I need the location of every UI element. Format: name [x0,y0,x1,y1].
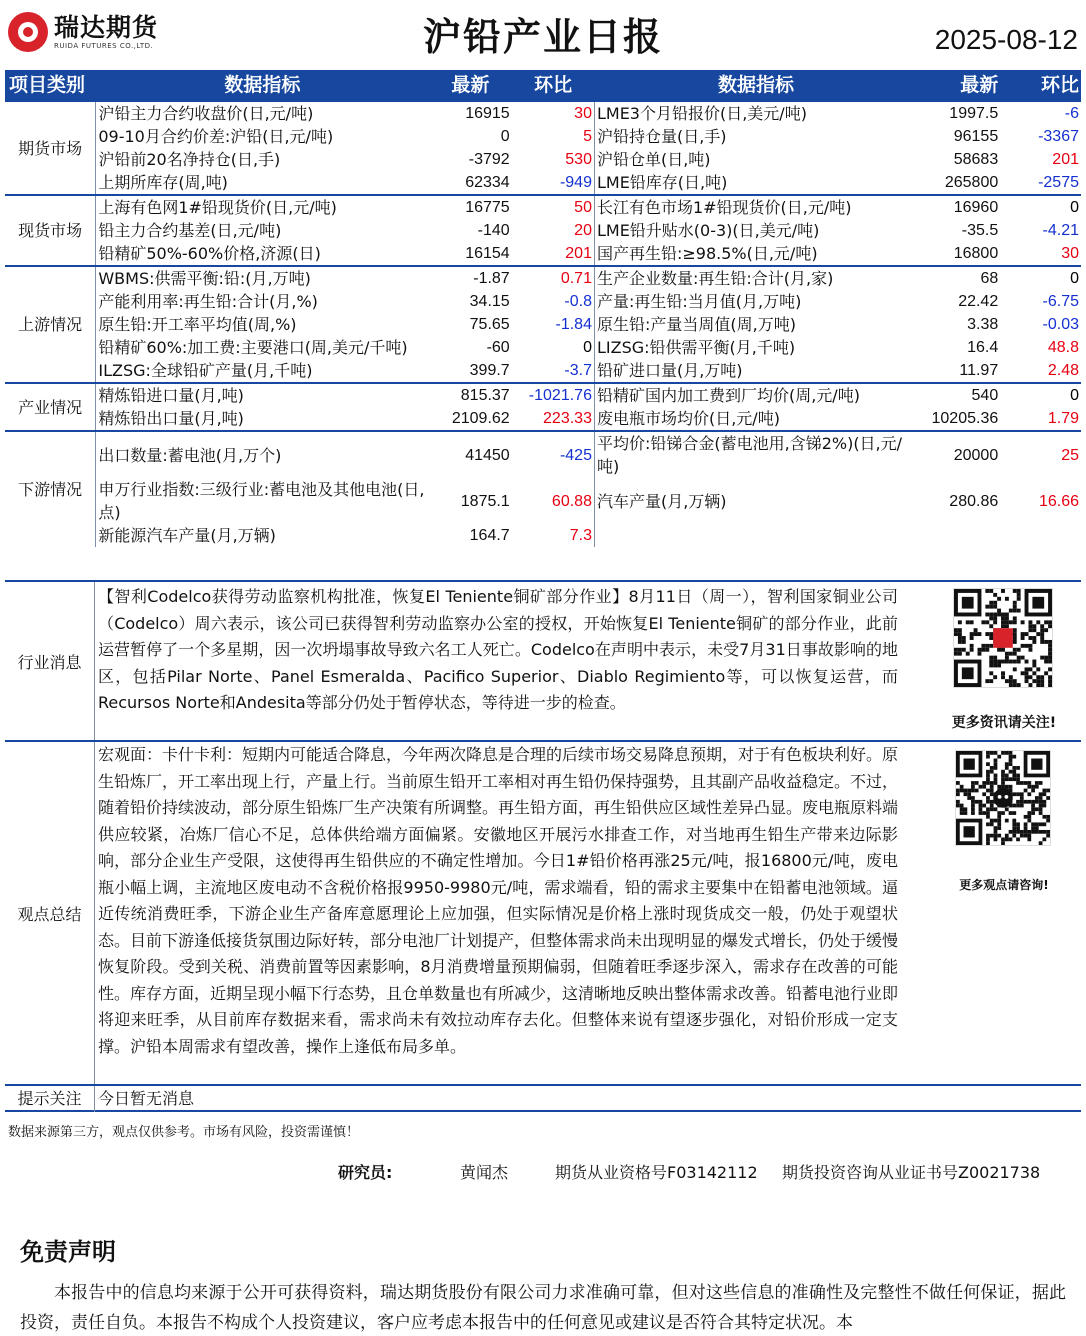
page-title: 沪铅产业日报 [422,15,663,59]
table-row [5,266,1081,290]
col-header-indicator: 数据指标 [96,70,429,101]
category-cell: 产业情况 [5,383,96,431]
table-row [5,431,1081,478]
latest-value: -1.87 [429,266,512,290]
col-header-change-right: 环比 [1000,70,1081,101]
latest-value-right: 265800 [944,174,999,191]
table-row [5,290,1081,313]
latest-value-right [917,524,1000,547]
latest-value-right: 68 [917,266,1000,290]
change-value: 7.3 [512,524,595,547]
change-value-right: 0 [1000,266,1081,290]
table-row [5,313,1081,336]
category-cell: 上游情况 [5,266,96,383]
col-header-latest-right: 最新 [917,70,1000,101]
latest-value-right: 58683 [953,151,999,168]
disclaimer-title: 免责声明 [20,1238,116,1266]
indicator-name-right: 国产再生铅:≥98.5%(日,元/吨) [596,244,818,263]
change-value-right [1000,524,1081,547]
table-row [5,219,1081,242]
change-value-right: -3367 [1038,128,1079,145]
category-cell: 现货市场 [5,195,96,266]
change-value: -425 [512,431,595,478]
indicator-name: 铅精矿50%-60%价格,济源(日) [98,244,321,263]
change-value: -1.84 [512,313,595,336]
qr-code-icon [953,588,1053,688]
report-header [0,0,1086,68]
change-value-right: -6 [1000,101,1081,125]
indicator-name: 沪铅前20名净持仓(日,手) [98,150,281,169]
indicator-name-right [594,524,917,547]
indicator-name-right: 产量:再生铅:当月值(月,万吨) [596,292,802,311]
change-value: 50 [512,195,595,219]
col-header-change: 环比 [512,70,595,101]
tips-section [5,1086,1081,1112]
latest-value: -3792 [468,151,510,168]
col-header-indicator-right: 数据指标 [594,70,917,101]
table-header-row [5,70,1081,101]
latest-value: 815.37 [429,383,512,407]
table-row [5,336,1081,359]
change-value: -0.8 [512,290,595,313]
latest-value-right: -35.5 [961,222,999,239]
change-value: 0.71 [512,266,595,290]
table-row [5,125,1081,148]
table-row [5,242,1081,266]
change-value-right: -0.03 [1042,316,1079,333]
indicator-name: 09-10月合约价差:沪铅(日,元/吨) [98,127,334,146]
change-value-right: 0 [1000,195,1081,219]
table-row [5,524,1081,547]
latest-value: 62334 [465,174,510,191]
table-row [5,407,1081,431]
latest-value: -140 [477,222,510,239]
latest-value-right: 3.38 [967,316,999,333]
latest-value: 0 [500,128,510,145]
table-row [5,101,1081,125]
change-value-right: 2.48 [1047,362,1079,379]
view-text: 宏观面：卡什卡利：短期内可能适合降息，今年两次降息是合理的后续市场交易降息预期，对于有色板块利好。原生铅炼厂，开工率出现上行，产量上行。当前原生铅开工率相对再生铅仍保持强势，且其副产品收益稳定。不过，随着铅价持续波动，部分原生铅炼厂生产决策有所调整。再生铅方面，再生铅供应区域性差异凸显。废电瓶原料端供应较紧，冶炼厂信心不足，总体供给端方面偏紧。安徽地区开展污水排查工作，对当地再生铅生产带来边际影响，部分企业生产受限，这使得再生铅供应的不确定性增加。今日1#铅价格再涨25元/吨，报16800元/吨，废电瓶小幅上调，主流地区废电动不含税价格报9950-9980元/吨，需求端看，铅的需求主要集中在铅蓄电池领域。逼近传统消费旺季，下游企业生产备库意愿理论上应加强，但实际情况是价格上涨时现货成交一般，仍处于观望状态。目前下游逢低接货氛围边际好转，部分电池厂计划提产，但整体需求尚未出现明显的爆发式增长，仍处于缓慢恢复阶段。受到关税、消费前置等因素影响，8月消费增量预期偏弱，但随着旺季逐步深入，需求存在改善的可能性。库存方面，近期呈现小幅下行态势，且仓单数量也有所减少，这清晰地反映出整体需求改善。铅蓄电池行业即将迎来旺季，从目前库存数据来看，需求尚未有效拉动库存去化。但整体来说有望逐步强化，对铅价形成一定支撑。沪铅本周需求有望改善，操作上逢低布局多单。 [98,745,899,1056]
report-date: 2025-08-12 [934,24,1078,55]
latest-value-right: 16800 [953,245,999,262]
researcher-name: 黄闻杰 [460,1163,509,1182]
data-table [5,70,1081,547]
change-value: 201 [512,242,595,266]
change-value-right: 48.8 [1047,339,1079,356]
indicator-name-right: 铅精矿国内加工费到厂均价(周,元/吨) [594,383,917,407]
indicator-name-right: 铅矿进口量(月,万吨) [596,361,743,380]
change-value-right: -4.21 [1042,222,1079,239]
latest-value: -60 [486,339,510,356]
latest-value: 34.15 [469,293,510,310]
indicator-name: ILZSG:全球铅矿产量(月,千吨) [98,361,313,380]
change-value: 20 [512,219,595,242]
latest-value-right: 20000 [917,431,1000,478]
latest-value: 2109.62 [451,410,510,427]
indicator-name-right: LIZSG:铅供需平衡(月,千吨) [596,338,796,357]
change-value-right: 30 [1061,245,1079,262]
indicator-name: 产能利用率:再生铅:合计(月,%) [98,292,318,311]
logo-name-en: RUIDA FUTURES CO.,LTD. [54,42,154,50]
indicator-name: 精炼铅出口量(月,吨) [98,409,244,428]
indicator-name-right: 原生铅:产量当周值(周,万吨) [596,315,796,334]
latest-value: 164.7 [469,527,510,544]
tip-text: 今日暂无消息 [98,1089,195,1108]
indicator-name-right: 废电瓶市场均价(日,元/吨) [596,409,780,428]
table-row [5,195,1081,219]
indicator-name-right: LME铅库存(日,吨) [596,173,728,192]
wechat-qr-code-icon [955,750,1051,846]
tip-label: 提示关注 [5,1086,95,1112]
change-value: -3.7 [512,359,595,383]
latest-value-right: 22.42 [958,293,999,310]
indicator-name: WBMS:供需平衡:铅:(月,万吨) [96,266,429,290]
category-cell: 下游情况 [5,431,96,547]
change-value-right: 0 [1000,383,1081,407]
change-value: -1021.76 [512,383,595,407]
indicator-name-right: 平均价:铅锑合金(蓄电池用,含锑2%)(日,元/吨) [594,431,917,478]
change-value: -949 [512,171,595,195]
logo-name-cn: 瑞达期货 [54,13,159,42]
indicator-name: 上期所库存(周,吨) [98,173,228,192]
indicator-name-right: LME铅升贴水(0-3)(日,美元/吨) [596,221,820,240]
change-value: 223.33 [512,407,595,431]
change-value: 60.88 [512,478,595,524]
indicator-name: 铅精矿60%:加工费:主要港口(周,美元/千吨) [98,338,408,357]
news-label: 行业消息 [5,582,95,740]
change-value-right: 25 [1000,431,1081,478]
indicator-name-right: 沪铅持仓量(日,手) [596,127,727,146]
table-row [5,359,1081,383]
indicator-name: 原生铅:开工率平均值(周,%) [98,315,297,334]
indicator-name-right: 长江有色市场1#铅现货价(日,元/吨) [594,195,917,219]
indicator-name-right: 汽车产量(月,万辆) [596,491,727,511]
indicator-name: 上海有色网1#铅现货价(日,元/吨) [96,195,429,219]
change-value: 530 [512,148,595,171]
col-header-latest: 最新 [429,70,512,101]
change-value: 30 [512,101,595,125]
latest-value: 1875.1 [460,492,510,510]
indicator-name: 新能源汽车产量(月,万辆) [98,526,276,545]
latest-value-right: 11.97 [959,362,999,379]
latest-value-right: 16960 [917,195,1000,219]
news-text: 【智利Codelco获得劳动监察机构批准，恢复El Teniente铜矿部分作业】8月11日（周一），智利国家铜业公司（Codelco）周六表示，该公司已获得智利劳动监察办公室的授权，开始恢复El Teniente铜矿的部分作业，此前运营暂停了一个多星期，因一次坍塌事故导致六名工人死亡。Codelco在声明中表示，未受7月31日事故影响的地区，包括Pilar Norte、Panel Esmeralda、Pacifico Superior、Diablo Regimiento等，可以恢复运营，而Recursos Norte和Andesita等部分仍处于暂停状态，等待进一步的检查。 [98,587,898,712]
researcher-label: 研究员: [338,1163,393,1182]
latest-value-right: 280.86 [949,492,999,510]
data-source-note: 数据来源第三方，观点仅供参考。市场有风险，投资需谨慎！ [8,1125,360,1140]
indicator-name: 沪铅主力合约收盘价(日,元/吨) [96,101,429,125]
change-value: 5 [512,125,595,148]
latest-value: 41450 [429,431,512,478]
change-value-right: -6.75 [1042,293,1079,310]
col-header-category: 项目类别 [5,70,96,101]
indicator-name: 精炼铅进口量(月,吨) [96,383,429,407]
change-value-right: 1.79 [1047,410,1079,427]
latest-value: 399.7 [469,362,510,379]
news-qr-caption: 更多资讯请关注! [951,715,1057,731]
table-row [5,171,1081,195]
latest-value: 16775 [429,195,512,219]
indicator-name: 出口数量:蓄电池(月,万个) [96,431,429,478]
indicator-name: 铅主力合约基差(日,元/吨) [98,221,282,240]
industry-news-section [5,580,1081,742]
latest-value-right: 1997.5 [917,101,1000,125]
change-value-right: 201 [1052,151,1079,168]
change-value-right: -2575 [1038,174,1079,191]
latest-value: 75.65 [469,316,510,333]
latest-value-right: 540 [917,383,1000,407]
qualification-number: 期货从业资格号F03142112 [555,1163,758,1182]
indicator-name: 申万行业指数:三级行业:蓄电池及其他电池(日,点) [98,480,425,522]
consulting-cert-number: 期货投资咨询从业证书号Z0021738 [782,1163,1041,1182]
latest-value-right: 96155 [953,128,999,145]
change-value-right: 16.66 [1038,492,1079,510]
table-row [5,383,1081,407]
disclaimer-text: 本报告中的信息均来源于公开可获得资料，瑞达期货股份有限公司力求准确可靠，但对这些信息的准确性及完整性不做任何保证，据此投资，责任自负。本报告不构成个人投资建议，客户应考虑本报告中的任何意见或建议是否符合其特定状况。本 [20,1283,1066,1333]
table-row [5,478,1081,524]
view-qr-caption: 更多观点请咨询! [959,878,1049,892]
latest-value: 16915 [429,101,512,125]
view-label: 观点总结 [5,742,95,1084]
change-value: 0 [512,336,595,359]
latest-value: 16154 [465,245,510,262]
table-row [5,148,1081,171]
indicator-name-right: 沪铅仓单(日,吨) [596,150,711,169]
viewpoint-summary-section [5,742,1081,1086]
latest-value-right: 10205.36 [931,410,999,427]
latest-value-right: 16.4 [967,339,999,356]
indicator-name-right: LME3个月铅报价(日,美元/吨) [594,101,917,125]
indicator-name-right: 生产企业数量:再生铅:合计(月,家) [594,266,917,290]
category-cell: 期货市场 [5,101,96,195]
